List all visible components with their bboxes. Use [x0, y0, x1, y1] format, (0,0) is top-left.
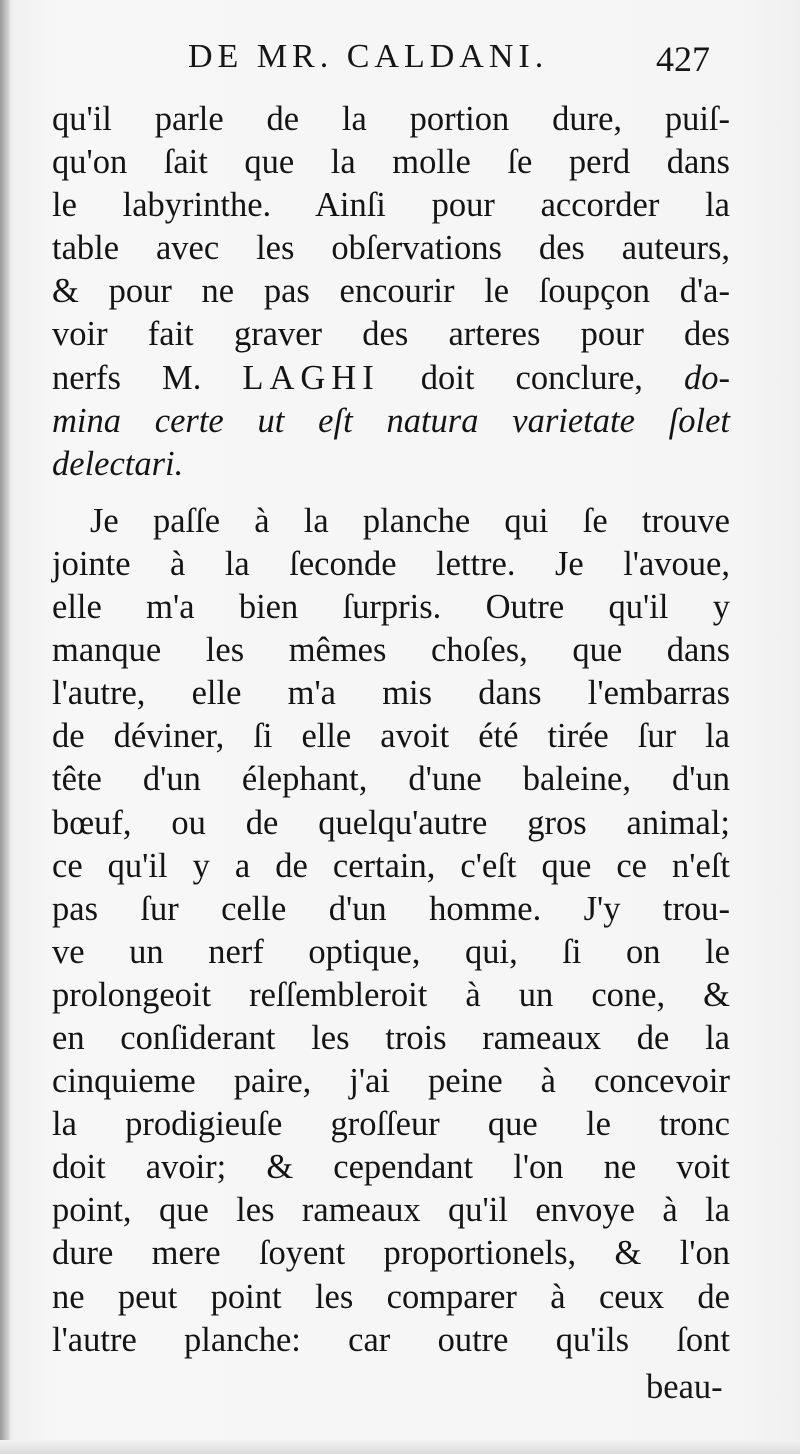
text-line: table avec les obſervations des auteurs, — [52, 229, 730, 268]
running-head: DE MR. CALDANI. — [188, 38, 549, 75]
text-line: tête d'un élephant, d'une baleine, d'un — [52, 760, 730, 799]
text-line: elle m'a bien ſurpris. Outre qu'il y — [52, 588, 730, 627]
text-line: doit avoir; & cependant l'on ne voit — [52, 1148, 730, 1187]
latin-quote-line: mina certe ut eſt natura varietate ſolet — [52, 401, 730, 440]
text-line: qu'on ſait que la molle ſe perd dans — [52, 143, 730, 182]
text-line: voir fait graver des arteres pour des — [52, 315, 730, 354]
page-gutter-shadow — [0, 0, 10, 1454]
text-line: jointe à la ſeconde lettre. Je l'avoue, — [52, 544, 730, 583]
text-line: bœuf, ou de quelqu'autre gros animal; — [52, 803, 730, 842]
text-line-with-name — [52, 357, 730, 400]
catchword: beau- — [646, 1368, 723, 1406]
text-line: le labyrinthe. Ainſi pour accorder la — [52, 186, 730, 225]
body-text — [52, 98, 730, 1362]
page-number: 427 — [656, 39, 710, 79]
text-line: ce qu'il y a de certain, c'eſt que ce n'eſt — [52, 846, 730, 885]
text-line: ve un nerf optique, qui, ſi on le — [52, 932, 730, 971]
text-line: ne peut point les comparer à ceux de — [52, 1277, 730, 1316]
paragraph-first-line: Je paſſe à la planche qui ſe trouve — [90, 501, 730, 540]
text-segment: nerfs M. — [52, 358, 243, 397]
author-name: LAGHI — [242, 358, 380, 397]
text-line: l'autre, elle m'a mis dans l'embarras — [52, 674, 730, 713]
text-line: manque les mêmes choſes, que dans — [52, 631, 730, 670]
text-line: prolongeoit reſſembleroit à un cone, & — [52, 975, 730, 1014]
text-line: l'autre planche: car outre qu'ils ſont — [52, 1320, 730, 1359]
text-line: cinquieme paire, j'ai peine à concevoir — [52, 1062, 730, 1101]
text-line: en conſiderant les trois rameaux de la — [52, 1018, 730, 1057]
text-line: & pour ne pas encourir le ſoupçon d'a- — [52, 272, 730, 311]
text-line: la prodigieuſe groſſeur que le tronc — [52, 1105, 730, 1144]
text-line: point, que les rameaux qu'il envoye à la — [52, 1191, 730, 1230]
text-line: dure mere ſoyent proportionels, & l'on — [52, 1234, 730, 1273]
text-line: qu'il parle de la portion dure, puiſ- — [52, 100, 730, 138]
page-bottom-edge — [0, 1440, 800, 1454]
text-line: de déviner, ſi elle avoit été tirée ſur la — [52, 717, 730, 756]
text-line: pas ſur celle d'un homme. J'y trou- — [52, 889, 730, 928]
text-segment: doit conclure, — [379, 358, 684, 397]
latin-quote: do- — [683, 358, 730, 397]
latin-quote-line: delectari. — [52, 444, 184, 483]
